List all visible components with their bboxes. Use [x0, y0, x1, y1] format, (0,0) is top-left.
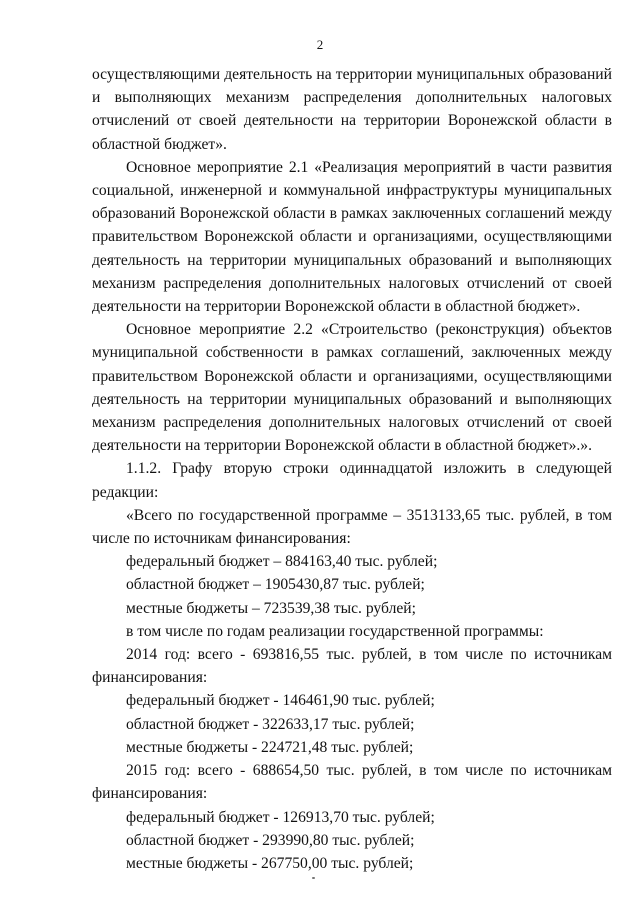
- paragraph: «Всего по государственной программе – 3513133,65 тыс. рублей, в том числе по источникам финансирования:: [92, 506, 612, 548]
- paragraph: федеральный бюджет - 146461,90 тыс. рублей;: [126, 692, 435, 710]
- paragraph: областной бюджет - 293990,80 тыс. рублей;: [126, 831, 415, 849]
- page-number: 2: [316, 37, 324, 52]
- paragraph: федеральный бюджет – 884163,40 тыс. рублей;: [126, 553, 438, 571]
- paragraph: 1.1.2. Графу вторую строки одиннадцатой изложить в следующей редакции:: [92, 460, 612, 501]
- paragraph: федеральный бюджет - 126913,70 тыс. рублей;: [126, 808, 435, 826]
- paragraph: местные бюджеты - 267750,00 тыс. рублей;: [126, 854, 414, 872]
- paragraph: 2014 год: всего - 693816,55 тыс. рублей, в том числе по источникам финансирования:: [92, 646, 612, 687]
- paragraph: областной бюджет - 322633,17 тыс. рублей;: [126, 715, 415, 733]
- paragraph: областной бюджет – 1905430,87 тыс. рублей;: [126, 576, 425, 594]
- scan-speck: [312, 877, 315, 879]
- paragraph: осуществляющими деятельность на территории муниципальных образований и выполняющих механизм распределения дополнительных налоговых отчислений от своей деятельности на территории Воронежской области в областной бюджет».: [92, 66, 612, 153]
- paragraph: Основное мероприятие 2.2 «Строительство (реконструкция) объектов муниципальной собственности в рамках соглашений, заключенных между правительством Воронежской области и организациями, осуществляющими деятельность на территории муниципальных образований и выполняющих механизм распределения дополнительных налоговых отчислений от своей деятельности на территории Воронежской области в областной бюджет».».: [92, 321, 612, 455]
- paragraph: в том числе по годам реализации государственной программы:: [126, 622, 544, 640]
- document-body: [92, 63, 612, 875]
- paragraph: местные бюджеты - 224721,48 тыс. рублей;: [126, 738, 414, 756]
- paragraph: 2015 год: всего - 688654,50 тыс. рублей, в том числе по источникам финансирования:: [92, 762, 612, 803]
- paragraph: местные бюджеты – 723539,38 тыс. рублей;: [126, 599, 416, 617]
- paragraph: Основное мероприятие 2.1 «Реализация мероприятий в части развития социальной, инженерной и коммунальной инфраструктуры муниципальных образований Воронежской области в рамках заключенных соглашений между правительством Воронежской области и организациями, осуществляющими деятельность на территории муниципальных образований и выполняющих механизм распределения дополнительных налоговых отчислений от своей деятельности на территории Воронежской области в областной бюджет».: [92, 158, 612, 316]
